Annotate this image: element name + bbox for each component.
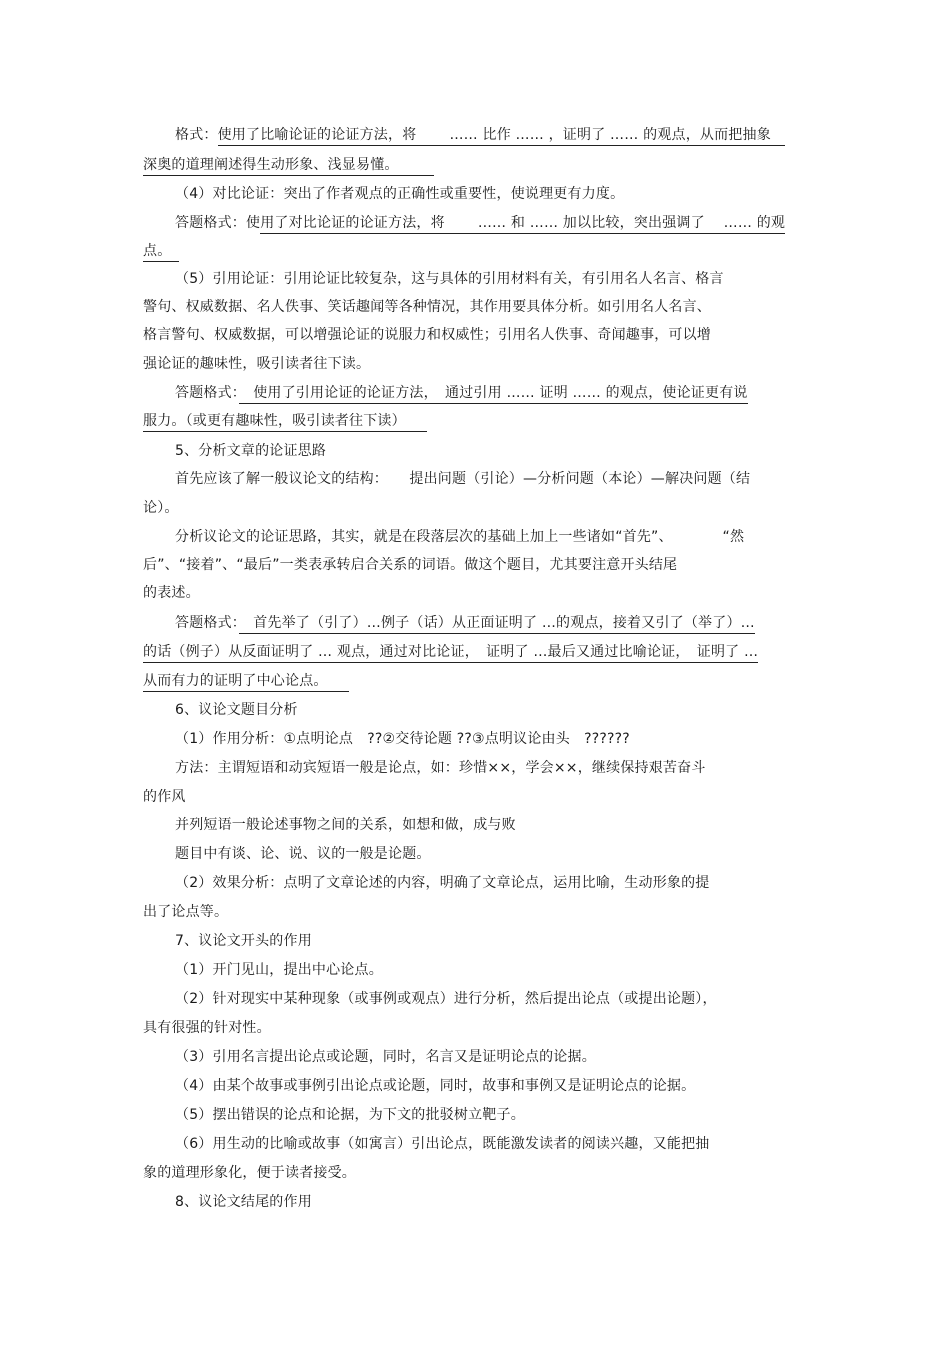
line-text: 答题格式：使 [175,215,261,231]
line-text: （1）开门见山，提出中心论点。 [175,962,383,978]
line-text: 格言警句、权威数据，可以增强论证的说服力和权威性；引用名人佚事、奇闻趣事，可以增 [143,327,711,343]
text-line-l38 [175,1193,312,1211]
text-line-l12 [175,442,326,460]
line-text: 7、议论文开头的作用 [175,933,312,949]
line-text: 答题格式： [175,385,239,401]
text-line-l21 [175,701,298,719]
text-line-l09 [143,355,370,373]
line-text: 出了论点等。 [143,904,229,920]
underlined-answer-text: 服力。（或更有趣味性，吸引读者往下读） [143,413,427,432]
line-text: 6、议论文题目分析 [175,702,298,718]
text-line-l33 [175,1048,596,1066]
text-line-l11 [143,412,427,430]
line-text: （3）引用名言提出论点或论题，同时，名言又是证明论点的论据。 [175,1049,596,1065]
underlined-answer-text: 用了对比论证的论证方法，将 …… 和 …… 加以比较，突出强调了 …… 的观 [260,215,785,234]
underlined-answer-text: 点。 [143,243,179,262]
line-text: （4）由某个故事或事例引出论点或论题，同时，故事和事例又是证明论点的论据。 [175,1078,696,1094]
text-line-l27 [175,874,710,892]
line-text: 警句、权威数据、名人佚事、笑话趣闻等各种情况，其作用要具体分析。如引用名人名言、 [143,299,711,315]
text-line-l14 [143,499,179,517]
line-text: 题目中有谈、论、说、议的一般是论题。 [175,846,431,862]
text-line-l30 [175,961,383,979]
text-line-l18 [175,614,755,632]
text-line-l32 [143,1019,271,1037]
line-text: （2）效果分析：点明了文章论述的内容，明确了文章论点，运用比喻，生动形象的提 [175,875,710,891]
text-line-l04 [175,214,785,232]
line-text: （4）对比论证：突出了作者观点的正确性或重要性，使说理更有力度。 [175,186,625,202]
text-line-l20 [143,672,349,690]
text-line-l29 [175,932,312,950]
text-line-l07 [143,298,711,316]
text-line-l26 [175,845,431,863]
line-text: 后”、“接着”、“最后”一类表承转启合关系的词语。做这个题目，尤其要注意开头结尾 [143,557,678,573]
line-text: 论）。 [143,500,179,516]
line-text: 象的道理形象化，便于读者接受。 [143,1165,356,1181]
line-text: 5、分析文章的论证思路 [175,443,327,459]
line-text: （5）引用论证：引用论证比较复杂，这与具体的引用材料有关，有引用名人名言、格言 [175,271,724,287]
text-line-l23 [175,759,706,777]
text-line-l05 [143,242,179,260]
text-line-l16 [143,556,677,574]
underlined-answer-text: 首先举了（引了）…例子（话）从正面证明了 …的观点，接着又引了（举了）… [239,615,755,634]
line-text: 具有很强的针对性。 [143,1020,271,1036]
text-line-l01 [175,126,785,144]
underlined-answer-text: 的话（例子）从反面证明了 … 观点，通过对比论证， 证明了 …最后又通过比喻论证， 证明了 … [143,644,758,663]
text-line-l08 [143,326,711,344]
text-line-l06 [175,270,724,288]
line-text: （2）针对现实中某种现象（或事例或观点）进行分析，然后提出论点（或提出论题）， [175,991,717,1007]
line-text: 答题格式： [175,615,239,631]
text-line-l35 [175,1106,525,1124]
line-text: 8、议论文结尾的作用 [175,1194,312,1210]
line-text: （1）作用分析：①点明论点 ??②交待论题 ??③点明议论由头 ?????? [175,731,630,747]
text-line-l13 [175,470,750,488]
underlined-answer-text: 使用了比喻论证的论证方法，将 …… 比作 …… ，证明了 …… 的观点，从而把抽象 [218,127,786,146]
underlined-answer-text: 使用了引用论证的论证方法， 通过引用 …… 证明 …… 的观点，使论证更有说 [239,385,748,404]
line-text: （5）摆出错误的论点和论据，为下文的批驳树立靶子。 [175,1107,525,1123]
text-line-l03 [175,185,624,203]
text-line-l37 [143,1164,356,1182]
text-line-l24 [143,788,186,806]
text-line-l36 [175,1135,710,1153]
line-text: 强论证的趣味性，吸引读者往下读。 [143,356,371,372]
line-text: 方法：主谓短语和动宾短语一般是论点，如：珍惜××，学会××，继续保持艰苦奋斗 [175,760,706,776]
line-text: 的作风 [143,789,186,805]
line-text: 首先应该了解一般议论文的结构： 提出问题（引论）—分析问题（本论）—解决问题（结 [175,471,751,487]
text-line-l17 [143,584,200,602]
underlined-answer-text: 深奥的道理阐述得生动形象、浅显易懂。 [143,157,434,176]
text-line-l31 [175,990,717,1008]
line-text: （6）用生动的比喻或故事（如寓言）引出论点，既能激发读者的阅读兴趣，又能把抽 [175,1136,710,1152]
line-text: 的表述。 [143,585,200,601]
text-line-l10 [175,384,748,402]
text-line-l28 [143,903,228,921]
text-line-l34 [175,1077,695,1095]
underlined-answer-text: 从而有力的证明了中心论点。 [143,673,349,692]
text-line-l19 [143,643,758,661]
line-text: 并列短语一般论述事物之间的关系，如想和做，成与败 [175,817,516,833]
text-line-l15 [175,528,744,546]
text-line-l02 [143,156,434,174]
line-text: 格式： [175,127,218,143]
line-text: 分析议论文的论证思路，其实，就是在段落层次的基础上加上一些诸如“首先”、 “然 [175,529,745,545]
text-line-l25 [175,816,516,834]
text-line-l22 [175,730,630,748]
